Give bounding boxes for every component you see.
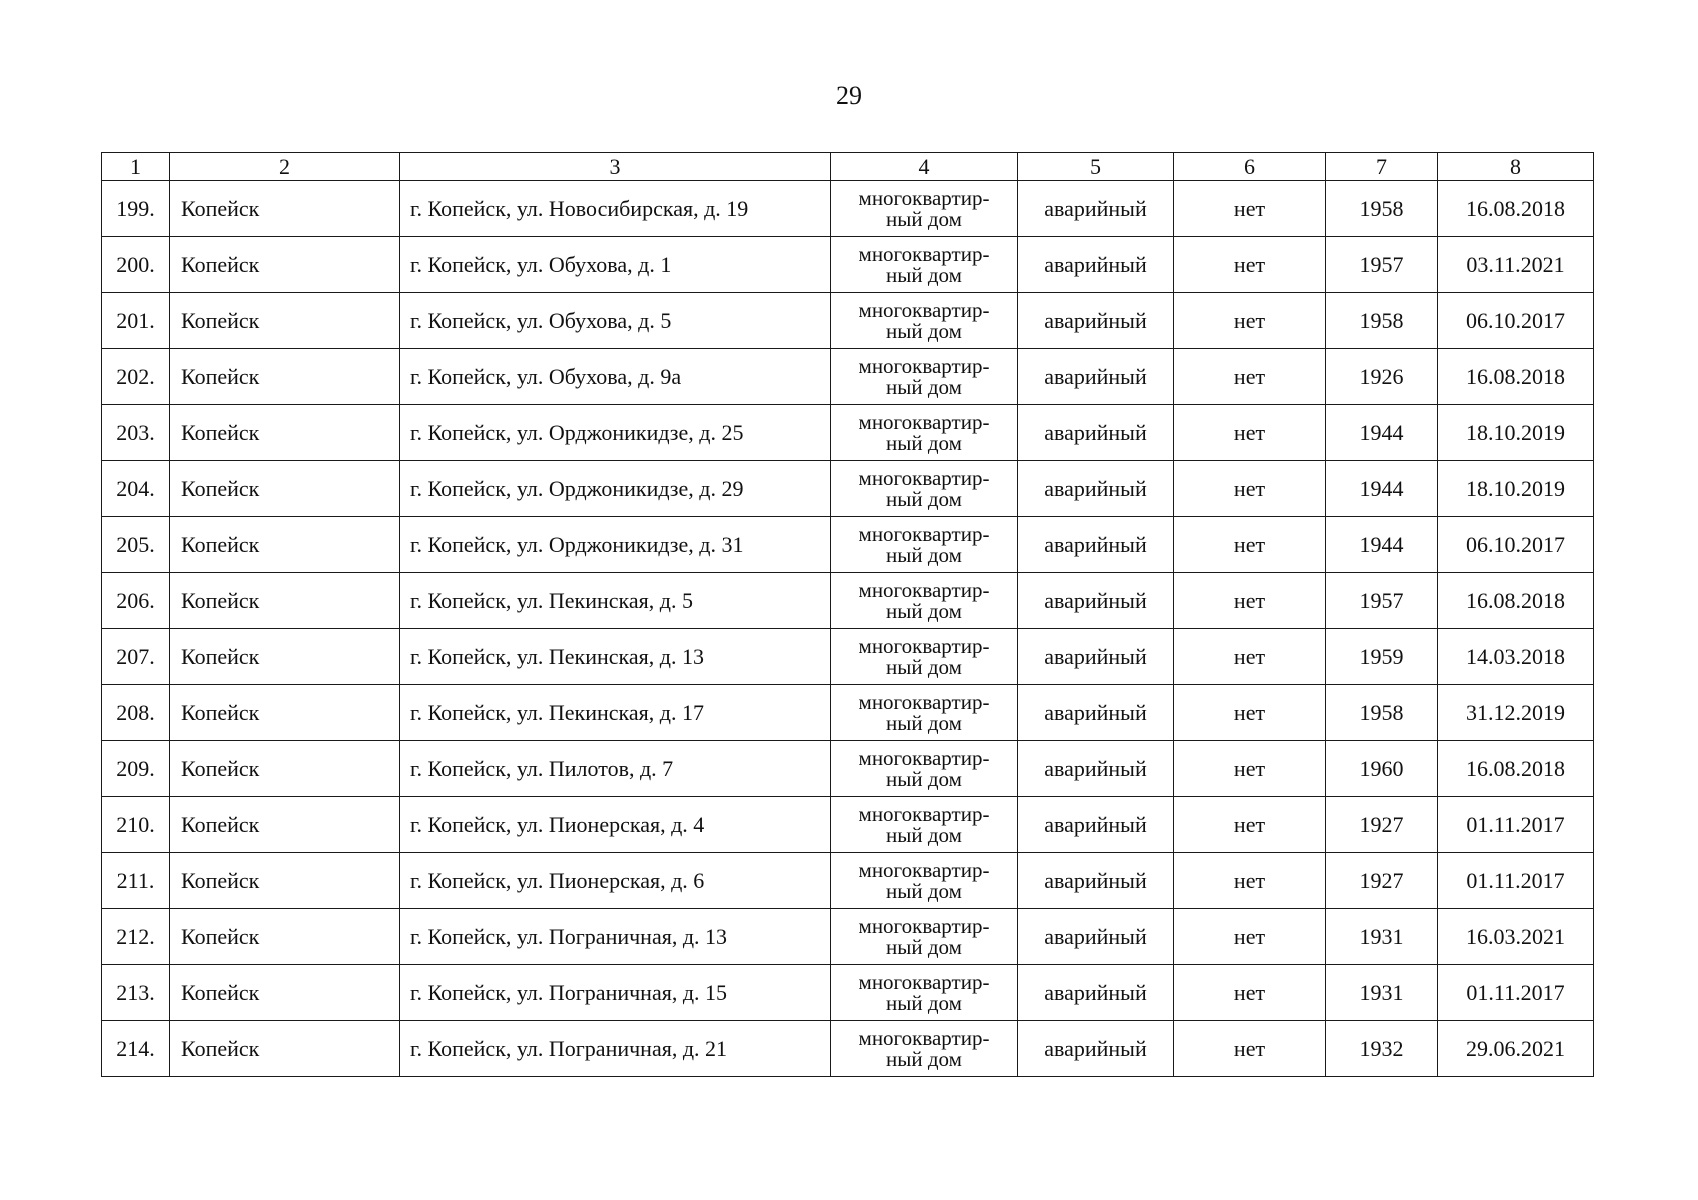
building-type-cell xyxy=(831,685,1018,741)
status-cell: аварийный xyxy=(1018,237,1174,293)
status-cell: аварийный xyxy=(1018,517,1174,573)
address-cell: г. Копейск, ул. Пограничная, д. 15 xyxy=(400,965,831,1021)
row-number-cell: 204. xyxy=(102,461,170,517)
city-cell: Копейск xyxy=(170,405,400,461)
row-number-cell: 199. xyxy=(102,181,170,237)
year-cell: 1957 xyxy=(1326,573,1438,629)
building-type-line: многоквартир- xyxy=(858,577,990,602)
year-cell: 1944 xyxy=(1326,461,1438,517)
building-type-line: ный дом xyxy=(886,542,962,567)
city-cell: Копейск xyxy=(170,1021,400,1077)
date-cell: 16.08.2018 xyxy=(1438,573,1594,629)
date-cell: 18.10.2019 xyxy=(1438,461,1594,517)
city-cell: Копейск xyxy=(170,573,400,629)
city-cell: Копейск xyxy=(170,517,400,573)
building-type-line: многоквартир- xyxy=(858,633,990,658)
table-body xyxy=(102,181,1594,1077)
building-type-line: многоквартир- xyxy=(858,689,990,714)
city-cell: Копейск xyxy=(170,909,400,965)
building-type-cell xyxy=(831,181,1018,237)
status-cell: аварийный xyxy=(1018,293,1174,349)
building-type-cell xyxy=(831,853,1018,909)
city-cell: Копейск xyxy=(170,685,400,741)
building-type-line: ный дом xyxy=(886,654,962,679)
date-cell: 29.06.2021 xyxy=(1438,1021,1594,1077)
row-number-cell: 202. xyxy=(102,349,170,405)
table-row xyxy=(102,853,1594,909)
row-number-cell: 206. xyxy=(102,573,170,629)
address-cell: г. Копейск, ул. Пограничная, д. 13 xyxy=(400,909,831,965)
building-type-cell xyxy=(831,405,1018,461)
flag-cell: нет xyxy=(1174,965,1326,1021)
address-cell: г. Копейск, ул. Пионерская, д. 6 xyxy=(400,853,831,909)
city-cell: Копейск xyxy=(170,965,400,1021)
year-cell: 1958 xyxy=(1326,181,1438,237)
flag-cell: нет xyxy=(1174,405,1326,461)
status-cell: аварийный xyxy=(1018,181,1174,237)
date-cell: 06.10.2017 xyxy=(1438,517,1594,573)
header-row xyxy=(102,153,1594,181)
building-type-line: ный дом xyxy=(886,1046,962,1071)
building-type-line: ный дом xyxy=(886,766,962,791)
year-cell: 1958 xyxy=(1326,293,1438,349)
city-cell: Копейск xyxy=(170,853,400,909)
table-row xyxy=(102,629,1594,685)
building-type-cell xyxy=(831,1021,1018,1077)
row-number-cell: 211. xyxy=(102,853,170,909)
status-cell: аварийный xyxy=(1018,685,1174,741)
address-cell: г. Копейск, ул. Обухова, д. 5 xyxy=(400,293,831,349)
building-type-line: ный дом xyxy=(886,934,962,959)
table-row xyxy=(102,293,1594,349)
flag-cell: нет xyxy=(1174,629,1326,685)
table-row xyxy=(102,461,1594,517)
date-cell: 01.11.2017 xyxy=(1438,965,1594,1021)
row-number-cell: 201. xyxy=(102,293,170,349)
row-number-cell: 205. xyxy=(102,517,170,573)
building-type-line: ный дом xyxy=(886,262,962,287)
flag-cell: нет xyxy=(1174,741,1326,797)
building-type-line: ный дом xyxy=(886,318,962,343)
row-number-cell: 212. xyxy=(102,909,170,965)
address-cell: г. Копейск, ул. Пионерская, д. 4 xyxy=(400,797,831,853)
year-cell: 1958 xyxy=(1326,685,1438,741)
building-type-line: ный дом xyxy=(886,206,962,231)
year-cell: 1960 xyxy=(1326,741,1438,797)
column-header-2: 2 xyxy=(170,153,400,181)
building-type-cell xyxy=(831,461,1018,517)
column-header-7: 7 xyxy=(1326,153,1438,181)
column-header-3: 3 xyxy=(400,153,831,181)
row-number-cell: 209. xyxy=(102,741,170,797)
date-cell: 06.10.2017 xyxy=(1438,293,1594,349)
address-cell: г. Копейск, ул. Обухова, д. 9а xyxy=(400,349,831,405)
date-cell: 16.08.2018 xyxy=(1438,349,1594,405)
status-cell: аварийный xyxy=(1018,349,1174,405)
row-number-cell: 200. xyxy=(102,237,170,293)
year-cell: 1957 xyxy=(1326,237,1438,293)
status-cell: аварийный xyxy=(1018,965,1174,1021)
date-cell: 16.08.2018 xyxy=(1438,181,1594,237)
page-number: 29 xyxy=(836,81,862,110)
building-type-line: многоквартир- xyxy=(858,969,990,994)
table-row xyxy=(102,573,1594,629)
address-cell: г. Копейск, ул. Пекинская, д. 5 xyxy=(400,573,831,629)
building-type-line: многоквартир- xyxy=(858,801,990,826)
year-cell: 1944 xyxy=(1326,405,1438,461)
building-type-line: ный дом xyxy=(886,598,962,623)
building-type-line: многоквартир- xyxy=(858,353,990,378)
date-cell: 31.12.2019 xyxy=(1438,685,1594,741)
address-cell: г. Копейск, ул. Орджоникидзе, д. 31 xyxy=(400,517,831,573)
row-number-cell: 213. xyxy=(102,965,170,1021)
flag-cell: нет xyxy=(1174,853,1326,909)
column-header-5: 5 xyxy=(1018,153,1174,181)
table-row xyxy=(102,741,1594,797)
building-type-cell xyxy=(831,573,1018,629)
table-row xyxy=(102,405,1594,461)
status-cell: аварийный xyxy=(1018,741,1174,797)
address-cell: г. Копейск, ул. Новосибирская, д. 19 xyxy=(400,181,831,237)
building-type-cell xyxy=(831,741,1018,797)
status-cell: аварийный xyxy=(1018,853,1174,909)
date-cell: 01.11.2017 xyxy=(1438,853,1594,909)
building-type-line: многоквартир- xyxy=(858,465,990,490)
building-type-line: многоквартир- xyxy=(858,521,990,546)
building-type-cell xyxy=(831,797,1018,853)
table-row xyxy=(102,237,1594,293)
address-cell: г. Копейск, ул. Пекинская, д. 17 xyxy=(400,685,831,741)
building-type-cell xyxy=(831,965,1018,1021)
address-cell: г. Копейск, ул. Пограничная, д. 21 xyxy=(400,1021,831,1077)
status-cell: аварийный xyxy=(1018,573,1174,629)
flag-cell: нет xyxy=(1174,181,1326,237)
year-cell: 1931 xyxy=(1326,965,1438,1021)
building-type-line: многоквартир- xyxy=(858,1025,990,1050)
building-type-line: ный дом xyxy=(886,822,962,847)
table-header xyxy=(102,153,1594,181)
status-cell: аварийный xyxy=(1018,629,1174,685)
flag-cell: нет xyxy=(1174,237,1326,293)
city-cell: Копейск xyxy=(170,181,400,237)
row-number-cell: 207. xyxy=(102,629,170,685)
address-cell: г. Копейск, ул. Пилотов, д. 7 xyxy=(400,741,831,797)
city-cell: Копейск xyxy=(170,293,400,349)
year-cell: 1944 xyxy=(1326,517,1438,573)
year-cell: 1932 xyxy=(1326,1021,1438,1077)
building-type-line: ный дом xyxy=(886,710,962,735)
flag-cell: нет xyxy=(1174,1021,1326,1077)
status-cell: аварийный xyxy=(1018,797,1174,853)
city-cell: Копейск xyxy=(170,797,400,853)
row-number-cell: 208. xyxy=(102,685,170,741)
date-cell: 18.10.2019 xyxy=(1438,405,1594,461)
year-cell: 1927 xyxy=(1326,853,1438,909)
date-cell: 16.03.2021 xyxy=(1438,909,1594,965)
building-type-cell xyxy=(831,237,1018,293)
address-cell: г. Копейск, ул. Орджоникидзе, д. 25 xyxy=(400,405,831,461)
city-cell: Копейск xyxy=(170,461,400,517)
building-type-cell xyxy=(831,909,1018,965)
row-number-cell: 210. xyxy=(102,797,170,853)
flag-cell: нет xyxy=(1174,685,1326,741)
table-row xyxy=(102,181,1594,237)
building-type-line: многоквартир- xyxy=(858,857,990,882)
table-row xyxy=(102,349,1594,405)
table-row xyxy=(102,517,1594,573)
building-type-cell xyxy=(831,517,1018,573)
building-type-line: ный дом xyxy=(886,430,962,455)
building-type-line: многоквартир- xyxy=(858,913,990,938)
date-cell: 01.11.2017 xyxy=(1438,797,1594,853)
status-cell: аварийный xyxy=(1018,909,1174,965)
year-cell: 1931 xyxy=(1326,909,1438,965)
year-cell: 1959 xyxy=(1326,629,1438,685)
column-header-6: 6 xyxy=(1174,153,1326,181)
column-header-8: 8 xyxy=(1438,153,1594,181)
year-cell: 1927 xyxy=(1326,797,1438,853)
city-cell: Копейск xyxy=(170,237,400,293)
building-type-line: ный дом xyxy=(886,990,962,1015)
table-row xyxy=(102,965,1594,1021)
building-type-line: многоквартир- xyxy=(858,409,990,434)
building-type-line: многоквартир- xyxy=(858,297,990,322)
row-number-cell: 214. xyxy=(102,1021,170,1077)
city-cell: Копейск xyxy=(170,741,400,797)
flag-cell: нет xyxy=(1174,797,1326,853)
table-row xyxy=(102,685,1594,741)
address-cell: г. Копейск, ул. Орджоникидзе, д. 29 xyxy=(400,461,831,517)
city-cell: Копейск xyxy=(170,629,400,685)
column-header-1: 1 xyxy=(102,153,170,181)
table-row xyxy=(102,797,1594,853)
row-number-cell: 203. xyxy=(102,405,170,461)
city-cell: Копейск xyxy=(170,349,400,405)
date-cell: 16.08.2018 xyxy=(1438,741,1594,797)
building-type-line: многоквартир- xyxy=(858,185,990,210)
flag-cell: нет xyxy=(1174,349,1326,405)
building-type-cell xyxy=(831,349,1018,405)
status-cell: аварийный xyxy=(1018,1021,1174,1077)
status-cell: аварийный xyxy=(1018,461,1174,517)
housing-register-table xyxy=(101,152,1594,1077)
column-header-4: 4 xyxy=(831,153,1018,181)
status-cell: аварийный xyxy=(1018,405,1174,461)
flag-cell: нет xyxy=(1174,909,1326,965)
flag-cell: нет xyxy=(1174,293,1326,349)
date-cell: 14.03.2018 xyxy=(1438,629,1594,685)
address-cell: г. Копейск, ул. Обухова, д. 1 xyxy=(400,237,831,293)
flag-cell: нет xyxy=(1174,517,1326,573)
building-type-line: ный дом xyxy=(886,878,962,903)
year-cell: 1926 xyxy=(1326,349,1438,405)
building-type-line: многоквартир- xyxy=(858,241,990,266)
table-row xyxy=(102,909,1594,965)
building-type-line: ный дом xyxy=(886,374,962,399)
flag-cell: нет xyxy=(1174,573,1326,629)
table-row xyxy=(102,1021,1594,1077)
address-cell: г. Копейск, ул. Пекинская, д. 13 xyxy=(400,629,831,685)
building-type-line: ный дом xyxy=(886,486,962,511)
building-type-line: многоквартир- xyxy=(858,745,990,770)
building-type-cell xyxy=(831,293,1018,349)
date-cell: 03.11.2021 xyxy=(1438,237,1594,293)
building-type-cell xyxy=(831,629,1018,685)
flag-cell: нет xyxy=(1174,461,1326,517)
